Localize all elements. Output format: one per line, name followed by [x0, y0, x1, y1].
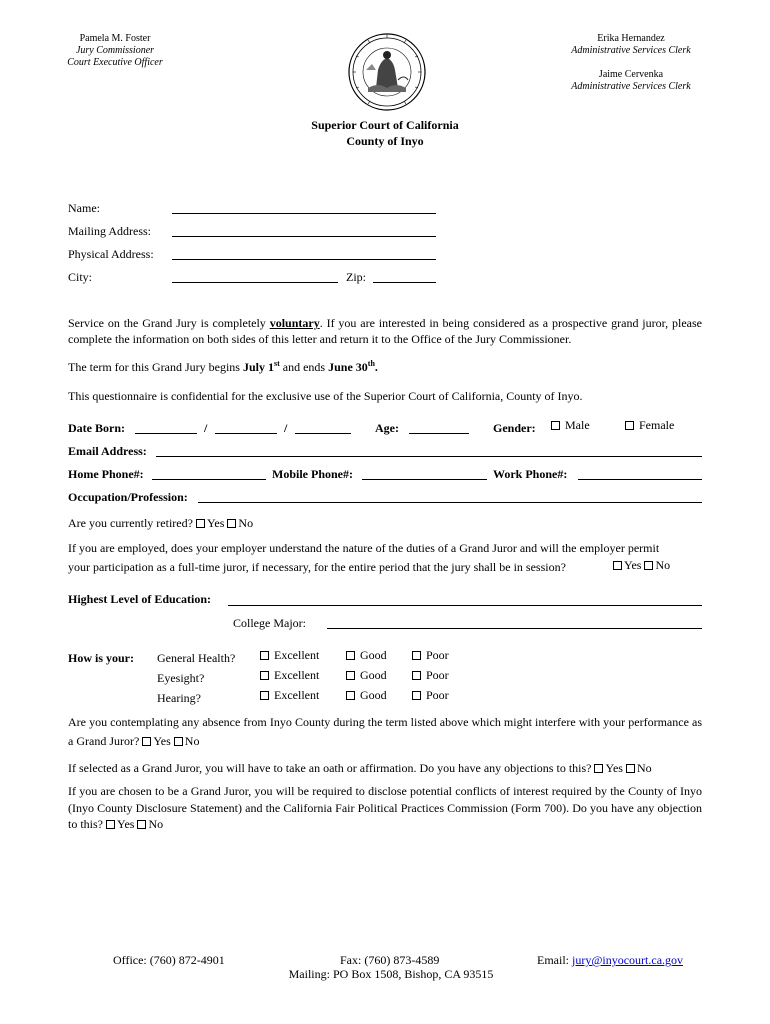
- oath-yes-checkbox[interactable]: [594, 764, 603, 773]
- eyesight-excellent-option[interactable]: Excellent: [260, 668, 319, 683]
- retired-question: Are you currently retired? Yes No: [68, 516, 254, 530]
- female-checkbox[interactable]: [625, 421, 634, 430]
- employer-options: Yes No: [613, 558, 670, 573]
- retired-yes-checkbox[interactable]: [196, 519, 205, 528]
- email-label: Email Address:: [68, 444, 147, 458]
- mailing-address-field[interactable]: [172, 236, 436, 237]
- term-text: The term for this Grand Jury begins July 1st and ends June 30th.: [68, 359, 378, 374]
- employer-question-line1: If you are employed, does your employer understand the nature of the duties of a Grand Juror and will the employer permit: [68, 541, 660, 555]
- college-major-field[interactable]: [327, 628, 702, 629]
- clerk-1-name: Erika Hernandez: [597, 33, 665, 44]
- college-major-label: College Major:: [233, 616, 306, 630]
- county-title: County of Inyo: [346, 134, 424, 148]
- eyesight-poor-checkbox[interactable]: [412, 671, 421, 680]
- footer-email-link[interactable]: jury@inyocourt.ca.gov: [572, 953, 684, 967]
- health-good-option[interactable]: Good: [346, 648, 387, 663]
- hearing-excellent-option[interactable]: Excellent: [260, 688, 319, 703]
- health-excellent-checkbox[interactable]: [260, 651, 269, 660]
- city-label: City:: [68, 270, 93, 284]
- age-field[interactable]: [409, 433, 469, 434]
- court-seal-icon: [348, 30, 426, 114]
- hearing-poor-checkbox[interactable]: [412, 691, 421, 700]
- eyesight-good-checkbox[interactable]: [346, 671, 355, 680]
- hearing-label: Hearing?: [157, 691, 201, 705]
- footer-office-phone: Office: (760) 872-4901: [113, 953, 225, 967]
- retired-no-checkbox[interactable]: [227, 519, 236, 528]
- female-label: Female: [639, 418, 675, 432]
- commissioner-name: Pamela M. Foster: [79, 33, 151, 44]
- absence-yes-checkbox[interactable]: [142, 737, 151, 746]
- confidential-notice: This questionnaire is confidential for the exclusive use of the Superior Court of California, County of Inyo.: [68, 389, 583, 403]
- eyesight-poor-option[interactable]: Poor: [412, 668, 449, 683]
- mobile-phone-field[interactable]: [362, 479, 487, 480]
- intro-paragraph: Service on the Grand Jury is completely voluntary. If you are interested in being considered as a prospective grand juror, please complete the information on both sides of this letter and return it to the Office of the Jury Commissioner.: [68, 316, 703, 346]
- gender-female-option[interactable]: [625, 418, 674, 433]
- clerk-2-title: Administrative Services Clerk: [571, 81, 691, 92]
- employer-no-checkbox[interactable]: [644, 561, 653, 570]
- clerk-2-name: Jaime Cervenka: [598, 69, 664, 80]
- disclosure-yes-checkbox[interactable]: [106, 820, 115, 829]
- court-title: Superior Court of California: [311, 118, 459, 132]
- date-born-label: Date Born:: [68, 421, 125, 435]
- clerk-1-title: Administrative Services Clerk: [571, 45, 691, 56]
- age-label: Age:: [375, 421, 399, 435]
- name-field[interactable]: [172, 213, 436, 214]
- date-slash-1: /: [204, 421, 208, 435]
- education-field[interactable]: [228, 605, 702, 606]
- mobile-phone-label: Mobile Phone#:: [272, 467, 353, 481]
- health-poor-option[interactable]: Poor: [412, 648, 449, 663]
- physical-address-label: Physical Address:: [68, 247, 154, 261]
- general-health-label: General Health?: [157, 651, 236, 665]
- name-label: Name:: [68, 201, 100, 215]
- oath-question: If selected as a Grand Juror, you will have to take an oath or affirmation. Do you have any objections to this? Yes No: [68, 761, 652, 775]
- absence-no-checkbox[interactable]: [174, 737, 183, 746]
- oath-no-checkbox[interactable]: [626, 764, 635, 773]
- mailing-address-label: Mailing Address:: [68, 224, 151, 238]
- hearing-good-option[interactable]: Good: [346, 688, 387, 703]
- health-label: How is your:: [68, 651, 134, 665]
- work-phone-label: Work Phone#:: [493, 467, 568, 481]
- footer-fax: Fax: (760) 873-4589: [340, 953, 440, 967]
- commissioner-title: Jury Commissioner: [75, 45, 155, 56]
- home-phone-field[interactable]: [152, 479, 266, 480]
- employer-question-line2: your participation as a full-time juror, if necessary, for the entire period that the jury shall be in session?: [68, 560, 566, 574]
- disclosure-question: If you are chosen to be a Grand Juror, you will be required to disclose potential conflicts of interest required by the County of Inyo (Inyo County Disclosure Statement) and the California Fair Political Practices Commission (Form 700). Do you have any objection to this? Yes No: [68, 784, 702, 831]
- employer-yes-checkbox[interactable]: [613, 561, 622, 570]
- eyesight-excellent-checkbox[interactable]: [260, 671, 269, 680]
- health-good-checkbox[interactable]: [346, 651, 355, 660]
- date-slash-2: /: [284, 421, 288, 435]
- footer-mailing-address: Mailing: PO Box 1508, Bishop, CA 93515: [288, 967, 494, 981]
- work-phone-field[interactable]: [578, 479, 702, 480]
- occupation-field[interactable]: [198, 502, 702, 503]
- executive-officer-title: Court Executive Officer: [67, 57, 163, 68]
- hearing-excellent-checkbox[interactable]: [260, 691, 269, 700]
- birth-year-field[interactable]: [295, 433, 351, 434]
- male-label: Male: [565, 418, 590, 432]
- email-field[interactable]: [156, 456, 702, 457]
- occupation-label: Occupation/Profession:: [68, 490, 188, 504]
- health-poor-checkbox[interactable]: [412, 651, 421, 660]
- physical-address-field[interactable]: [172, 259, 436, 260]
- hearing-poor-option[interactable]: Poor: [412, 688, 449, 703]
- disclosure-no-checkbox[interactable]: [137, 820, 146, 829]
- birth-month-field[interactable]: [135, 433, 197, 434]
- education-label: Highest Level of Education:: [68, 592, 211, 606]
- eyesight-label: Eyesight?: [157, 671, 205, 685]
- home-phone-label: Home Phone#:: [68, 467, 144, 481]
- zip-field[interactable]: [373, 282, 436, 283]
- gender-male-option[interactable]: [551, 418, 590, 433]
- male-checkbox[interactable]: [551, 421, 560, 430]
- footer-email: Email: jury@inyocourt.ca.gov: [537, 953, 684, 967]
- city-field[interactable]: [172, 282, 338, 283]
- absence-question: Are you contemplating any absence from Inyo County during the term listed above which might interfere with your performance as a Grand Juror? Yes No: [68, 715, 702, 748]
- health-excellent-option[interactable]: Excellent: [260, 648, 319, 663]
- hearing-good-checkbox[interactable]: [346, 691, 355, 700]
- zip-label: Zip:: [346, 270, 366, 284]
- birth-day-field[interactable]: [215, 433, 277, 434]
- eyesight-good-option[interactable]: Good: [346, 668, 387, 683]
- gender-label: Gender:: [493, 421, 536, 435]
